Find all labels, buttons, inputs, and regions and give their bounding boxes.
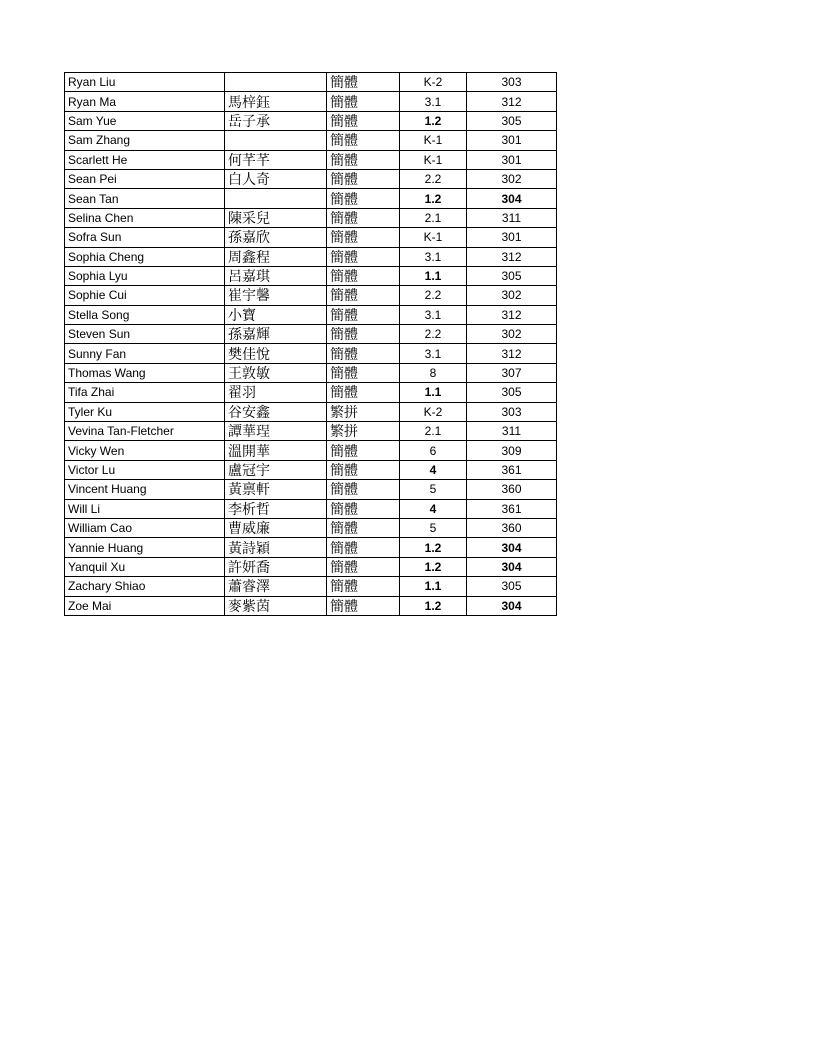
grade-cell: 8 [400,363,467,382]
grade-cell: 1.2 [400,596,467,615]
grade-cell: 3.1 [400,344,467,363]
room-cell: 304 [467,538,557,557]
name-cell: Tifa Zhai [65,383,225,402]
room-cell: 301 [467,131,557,150]
grade-cell: 1.2 [400,557,467,576]
chinese-name-cell [225,131,327,150]
table-row [65,422,557,441]
room-cell: 360 [467,518,557,537]
name-cell: Scarlett He [65,150,225,169]
script-cell: 簡體 [327,557,400,576]
table-row [65,499,557,518]
script-cell: 簡體 [327,305,400,324]
name-cell: Sophie Cui [65,286,225,305]
chinese-name-cell: 麥紫茵 [225,596,327,615]
chinese-name-cell: 馬梓鈺 [225,92,327,111]
chinese-name-cell: 崔宇馨 [225,286,327,305]
table-row [65,596,557,615]
grade-cell: 4 [400,460,467,479]
room-cell: 311 [467,422,557,441]
name-cell: Will Li [65,499,225,518]
room-cell: 302 [467,286,557,305]
table-row [65,538,557,557]
chinese-name-cell [225,73,327,92]
script-cell: 簡體 [327,228,400,247]
grade-cell: 1.1 [400,383,467,402]
name-cell: Ryan Liu [65,73,225,92]
table-row [65,73,557,92]
script-cell: 簡體 [327,363,400,382]
script-cell: 簡體 [327,208,400,227]
script-cell: 簡體 [327,441,400,460]
table-row [65,92,557,111]
grade-cell: 3.1 [400,247,467,266]
room-cell: 301 [467,150,557,169]
table-row [65,247,557,266]
grade-cell: 1.1 [400,266,467,285]
grade-cell: 5 [400,518,467,537]
name-cell: Vicky Wen [65,441,225,460]
chinese-name-cell: 谷安鑫 [225,402,327,421]
name-cell: Tyler Ku [65,402,225,421]
script-cell: 簡體 [327,73,400,92]
script-cell: 簡體 [327,460,400,479]
name-cell: Zoe Mai [65,596,225,615]
script-cell: 簡體 [327,92,400,111]
grade-cell: 2.1 [400,422,467,441]
grade-cell: 6 [400,441,467,460]
chinese-name-cell: 譚華珵 [225,422,327,441]
name-cell: William Cao [65,518,225,537]
chinese-name-cell: 孫嘉欣 [225,228,327,247]
chinese-name-cell: 黃禀軒 [225,480,327,499]
script-cell: 簡體 [327,169,400,188]
name-cell: Vevina Tan-Fletcher [65,422,225,441]
script-cell: 簡體 [327,111,400,130]
room-cell: 302 [467,325,557,344]
script-cell: 簡體 [327,344,400,363]
grade-cell: 5 [400,480,467,499]
script-cell: 繁拼 [327,422,400,441]
grade-cell: 3.1 [400,305,467,324]
table-row [65,441,557,460]
room-cell: 304 [467,189,557,208]
table-row [65,344,557,363]
student-roster-table [64,72,557,616]
table-row [65,363,557,382]
chinese-name-cell: 溫開華 [225,441,327,460]
table-row [65,131,557,150]
room-cell: 305 [467,266,557,285]
grade-cell: 1.2 [400,111,467,130]
grade-cell: K-1 [400,131,467,150]
grade-cell: K-1 [400,150,467,169]
chinese-name-cell: 盧冠宇 [225,460,327,479]
grade-cell: K-1 [400,228,467,247]
table-row [65,518,557,537]
room-cell: 311 [467,208,557,227]
table-row [65,577,557,596]
room-cell: 304 [467,557,557,576]
name-cell: Sam Zhang [65,131,225,150]
grade-cell: 2.1 [400,208,467,227]
name-cell: Steven Sun [65,325,225,344]
room-cell: 304 [467,596,557,615]
name-cell: Selina Chen [65,208,225,227]
script-cell: 簡體 [327,480,400,499]
chinese-name-cell: 陳采兒 [225,208,327,227]
grade-cell: 4 [400,499,467,518]
table-row [65,402,557,421]
script-cell: 簡體 [327,131,400,150]
room-cell: 312 [467,247,557,266]
script-cell: 簡體 [327,325,400,344]
table-row [65,169,557,188]
room-cell: 312 [467,92,557,111]
chinese-name-cell: 呂嘉琪 [225,266,327,285]
chinese-name-cell [225,189,327,208]
chinese-name-cell: 王敦敏 [225,363,327,382]
room-cell: 360 [467,480,557,499]
table-row [65,266,557,285]
name-cell: Zachary Shiao [65,577,225,596]
name-cell: Sean Tan [65,189,225,208]
grade-cell: 1.2 [400,189,467,208]
room-cell: 307 [467,363,557,382]
room-cell: 361 [467,499,557,518]
table-row [65,460,557,479]
name-cell: Ryan Ma [65,92,225,111]
name-cell: Sophia Cheng [65,247,225,266]
script-cell: 繁拼 [327,402,400,421]
table-row [65,557,557,576]
script-cell: 簡體 [327,189,400,208]
grade-cell: K-2 [400,402,467,421]
script-cell: 簡體 [327,499,400,518]
script-cell: 簡體 [327,266,400,285]
script-cell: 簡體 [327,538,400,557]
chinese-name-cell: 許妍喬 [225,557,327,576]
script-cell: 簡體 [327,286,400,305]
room-cell: 302 [467,169,557,188]
script-cell: 簡體 [327,150,400,169]
chinese-name-cell: 曹威廉 [225,518,327,537]
script-cell: 簡體 [327,518,400,537]
grade-cell: 2.2 [400,325,467,344]
grade-cell: 3.1 [400,92,467,111]
table-row [65,189,557,208]
name-cell: Sean Pei [65,169,225,188]
chinese-name-cell: 岳子承 [225,111,327,130]
table-row [65,305,557,324]
chinese-name-cell: 孫嘉輝 [225,325,327,344]
chinese-name-cell: 翟羽 [225,383,327,402]
table-row [65,286,557,305]
room-cell: 303 [467,73,557,92]
room-cell: 312 [467,344,557,363]
room-cell: 312 [467,305,557,324]
room-cell: 305 [467,577,557,596]
room-cell: 303 [467,402,557,421]
table-row [65,383,557,402]
room-cell: 305 [467,383,557,402]
name-cell: Stella Song [65,305,225,324]
table-row [65,150,557,169]
table-row [65,480,557,499]
name-cell: Sofra Sun [65,228,225,247]
name-cell: Thomas Wang [65,363,225,382]
name-cell: Sam Yue [65,111,225,130]
table-row [65,208,557,227]
room-cell: 361 [467,460,557,479]
script-cell: 簡體 [327,247,400,266]
name-cell: Sophia Lyu [65,266,225,285]
chinese-name-cell: 李析哲 [225,499,327,518]
chinese-name-cell: 蕭睿澤 [225,577,327,596]
chinese-name-cell: 小寶 [225,305,327,324]
chinese-name-cell: 何芊芊 [225,150,327,169]
name-cell: Yanquil Xu [65,557,225,576]
room-cell: 305 [467,111,557,130]
chinese-name-cell: 周鑫程 [225,247,327,266]
table-row [65,228,557,247]
grade-cell: 1.2 [400,538,467,557]
chinese-name-cell: 樊佳悅 [225,344,327,363]
script-cell: 簡體 [327,577,400,596]
grade-cell: 2.2 [400,169,467,188]
grade-cell: 1.1 [400,577,467,596]
name-cell: Victor Lu [65,460,225,479]
chinese-name-cell: 白人奇 [225,169,327,188]
room-cell: 309 [467,441,557,460]
script-cell: 簡體 [327,383,400,402]
name-cell: Yannie Huang [65,538,225,557]
name-cell: Vincent Huang [65,480,225,499]
room-cell: 301 [467,228,557,247]
table-row [65,111,557,130]
chinese-name-cell: 黃詩穎 [225,538,327,557]
script-cell: 簡體 [327,596,400,615]
grade-cell: K-2 [400,73,467,92]
grade-cell: 2.2 [400,286,467,305]
table-row [65,325,557,344]
name-cell: Sunny Fan [65,344,225,363]
